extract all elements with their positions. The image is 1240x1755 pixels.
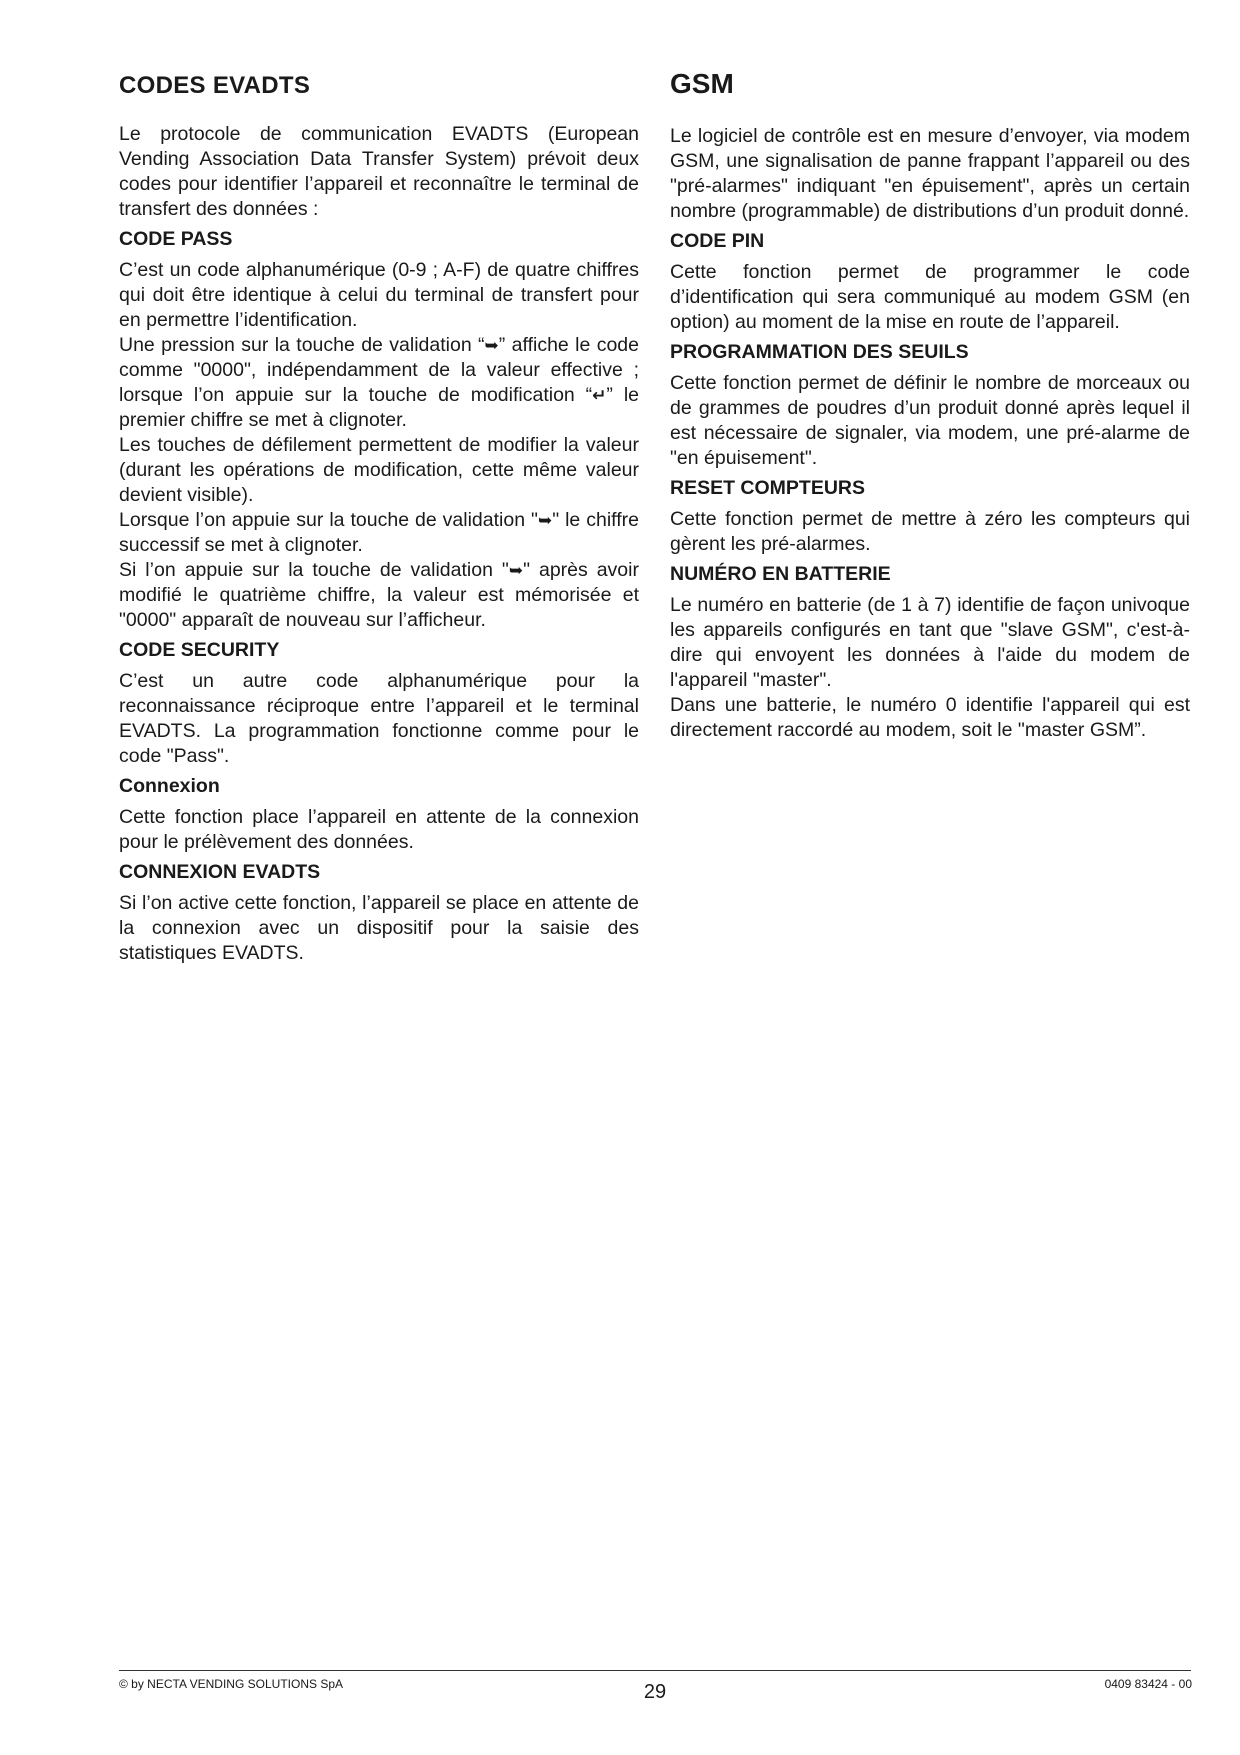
- heading-code-pass: CODE PASS: [119, 228, 233, 250]
- code-pass-paragraph-2: [119, 333, 639, 433]
- right-column: [670, 62, 1190, 747]
- connexion-evadts-paragraph: Si l’on active cette fonction, l’appareil se place en attente de la connexion avec un dispositif pour la saisie des statistiques EVADTS.: [119, 892, 639, 964]
- heading-code-security: CODE SECURITY: [119, 639, 280, 661]
- reset-paragraph: Cette fonction permet de mettre à zéro les compteurs qui gèrent les pré-alarmes.: [670, 508, 1190, 555]
- validate-key-icon: ➥: [484, 336, 499, 355]
- code-pass-p2-part-a: Une pression sur la touche de validation “: [119, 334, 485, 356]
- code-pass-p2-part-b: ” affiche le code comme "0000", indépendamment de la valeur effective ; lorsque l’on appuie sur la touche de modification “: [119, 334, 639, 406]
- section-title-gsm: GSM: [670, 68, 734, 99]
- code-pin-paragraph: Cette fonction permet de programmer le code d’identification qui sera communiqué au modem GSM (en option) au moment de la mise en route de l’appareil.: [670, 261, 1190, 333]
- heading-reset-compteurs: RESET COMPTEURS: [670, 477, 866, 499]
- code-pass-p5-part-a: Si l’on appuie sur la touche de validation ": [119, 559, 509, 581]
- footer-divider: [119, 1670, 1191, 1671]
- heading-connexion-evadts: CONNEXION EVADTS: [119, 861, 321, 883]
- code-pass-paragraph-1: C’est un code alphanumérique (0-9 ; A-F) de quatre chiffres qui doit être identique à celui du terminal de transfert pour en permettre l’identification.: [119, 259, 639, 331]
- code-pass-paragraph-5: [119, 558, 639, 633]
- code-pass-p2-part-c: ” le premier chiffre se met à clignoter.: [119, 384, 639, 431]
- heading-connexion: Connexion: [119, 775, 220, 797]
- validate-key-icon: ➥: [508, 561, 524, 580]
- batterie-paragraph-2: Dans une batterie, le numéro 0 identifie l'appareil qui est directement raccordé au modem, soit le "master GSM”.: [670, 694, 1190, 741]
- heading-programmation-seuils: PROGRAMMATION DES SEUILS: [670, 341, 969, 363]
- modify-key-icon: ↵: [592, 386, 607, 405]
- seuils-paragraph: Cette fonction permet de définir le nombre de morceaux ou de grammes de poudres d’un produit donné après lequel il est nécessaire de signaler, via modem, une pré-alarme de "en épuisement".: [670, 372, 1190, 469]
- page-number: 29: [643, 1681, 667, 1703]
- code-pass-p4-part-b: " le chiffre successif se met à clignoter.: [119, 509, 639, 556]
- gsm-intro-paragraph: Le logiciel de contrôle est en mesure d’envoyer, via modem GSM, une signalisation de panne frappant l’appareil ou des "pré-alarmes" indiquant "en épuisement", après un certain nombre (programmable) de distributions d’un produit donné.: [670, 125, 1190, 222]
- section-title-codes-evadts: CODES EVADTS: [119, 72, 311, 99]
- code-pass-p4-part-a: Lorsque l’on appuie sur la touche de validation ": [119, 509, 538, 531]
- batterie-paragraph-1: Le numéro en batterie (de 1 à 7) identifie de façon univoque les appareils configurés en tant que "slave GSM", c'est-à-dire qui envoyent les données à l'aide du modem de l'appareil "master".: [670, 594, 1190, 691]
- connexion-paragraph: Cette fonction place l’appareil en attente de la connexion pour le prélèvement des données.: [119, 806, 639, 853]
- heading-code-pin: CODE PIN: [670, 230, 765, 252]
- left-column: [119, 62, 639, 970]
- code-pass-p5-part-b: " après avoir modifié le quatrième chiffre, la valeur est mémorisée et "0000" apparaît de nouveau sur l’afficheur.: [119, 559, 639, 631]
- validate-key-icon: ➥: [537, 511, 553, 530]
- footer-doc-code: 0409 83424 - 00: [1104, 1677, 1192, 1691]
- code-pass-paragraph-3: Les touches de défilement permettent de modifier la valeur (durant les opérations de modification, cette même valeur devient visible).: [119, 434, 639, 506]
- code-pass-paragraph-4: [119, 508, 639, 558]
- code-security-paragraph: C’est un autre code alphanumérique pour la reconnaissance réciproque entre l’appareil et le terminal EVADTS. La programmation fonctionne comme pour le code "Pass".: [119, 670, 639, 767]
- footer-copyright: © by NECTA VENDING SOLUTIONS SpA: [119, 1677, 344, 1691]
- intro-paragraph: Le protocole de communication EVADTS (European Vending Association Data Transfer System) prévoit deux codes pour identifier l’appareil et reconnaître le terminal de transfert des données :: [119, 123, 639, 220]
- heading-numero-batterie: NUMÉRO EN BATTERIE: [670, 563, 891, 585]
